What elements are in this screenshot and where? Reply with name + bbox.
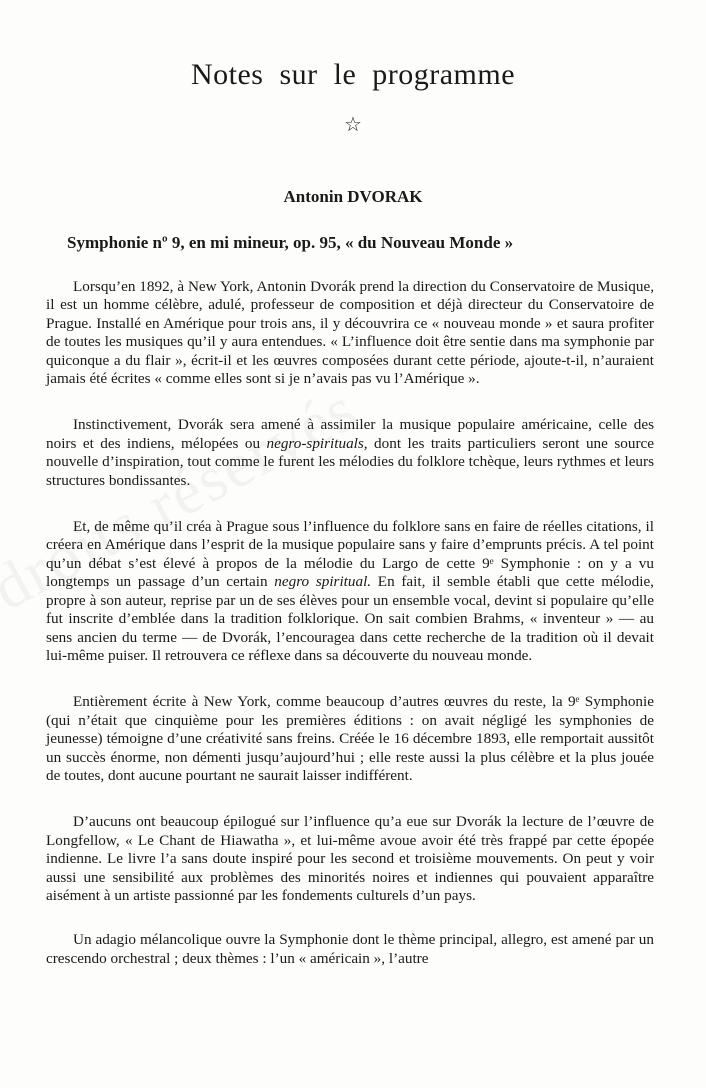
composer-heading: Antonin DVORAK <box>283 187 423 206</box>
paragraph <box>46 416 654 490</box>
paragraph <box>46 278 654 388</box>
article-body <box>46 278 654 988</box>
paragraph-text: Et, de même qu’il créa à Prague sous l’influence du folklore sans en faire de réelles citations, il créera en Amérique dans l’esprit de la musique populaire sans y faire d’emprunts précis. A tel point qu’un débat s’est élevé à propos de la mélodie du Largo de cette 9ᵉ Symphonie : on y a vu longtemps un passage d’un certain <box>46 518 654 591</box>
paragraph-text: Lorsqu’en 1892, à New York, Antonin Dvorák prend la direction du Conservatoire de Musique, il est un homme célèbre, adulé, professeur de composition et déjà directeur du Conservatoire de Prague. Installé en Amérique pour trois ans, il y découvrira ce « nouveau monde » et saura profiter de toutes les musiques qu’il y aura entendues. « L’influence doit être sentie dans ma symphonie par quiconque a du flair », écrit-il et les œuvres composées durant cette période, ajoute-t-il, n’auraient jamais été écrites « comme elles sont si je n’avais pas vu l’Amérique ». <box>46 278 654 388</box>
paragraph-italic: negro spiritual. <box>274 573 372 591</box>
page-title: Notes sur le programme <box>190 58 516 91</box>
star-ornament-icon: ☆ <box>344 114 362 136</box>
paragraph-text: Instinctivement, Dvorák sera amené à assimiler la musique populaire américaine, celle des noirs et des indiens, mélopées ou <box>46 416 654 452</box>
paragraph <box>46 518 654 665</box>
paragraph-italic: negro-spirituals, <box>266 434 368 452</box>
paragraph <box>46 693 654 785</box>
paragraph-text: dont les traits particuliers seront une source nouvelle d’inspiration, tout comme le furent les mélodies du folklore tchèque, leurs rythmes et leurs structures bondissantes. <box>46 434 654 489</box>
work-heading: Symphonie nº 9, en mi mineur, op. 95, « du Nouveau Monde » <box>67 233 514 252</box>
paragraph-text: Un adagio mélancolique ouvre la Symphonie dont le thème principal, allegro, est amené par un crescendo orchestral ; deux thèmes : l’un « américain », l’autre <box>46 931 654 967</box>
paragraph <box>46 931 654 968</box>
paragraph-text: D’aucuns ont beaucoup épilogué sur l’influence qu’a eue sur Dvorák la lecture de l’œuvre de Longfellow, « Le Chant de Hiawatha », et lui-même avoue avoir été très frappé par cette épopée indienne. Le livre l’a sans doute inspiré pour les second et troisième mouvements. On peut y voir aussi une sensibilité aux problèmes des minorités noires et indiennes qui pouvaient apparaître aisément à un artiste passionné par les fondements culturels d’un pays. <box>46 813 654 904</box>
paragraph-text: En fait, il semble établi que cette mélodie, propre à son auteur, reprise par un de ses élèves pour un ensemble vocal, devint si populaire qu’elle fut inscrite d’emblée dans la tradition folklorique. On sait combien Brahms, « inventeur » — au sens ancien du terme — de Dvorák, l’encouragea dans cette recherche de la tradition où il devait lui-même puiser. Il retrouvera ce réflexe dans sa découverte du nouveau monde. <box>46 573 654 664</box>
paragraph <box>46 813 654 905</box>
paragraph-text: Entièrement écrite à New York, comme beaucoup d’autres œuvres du reste, la 9ᵉ Symphonie (qui n’était que cinquième pour les premières éditions : on avait négligé les symphonies de jeunesse) témoigne d’une créativité sans freins. Créée le 16 décembre 1893, elle remportait aussitôt un succès énorme, non démenti jusqu’aujourd’hui ; elle reste aussi la plus célèbre et la plus jouée de toutes, dont aucune pourtant ne saurait laisser indifférent. <box>46 693 654 784</box>
